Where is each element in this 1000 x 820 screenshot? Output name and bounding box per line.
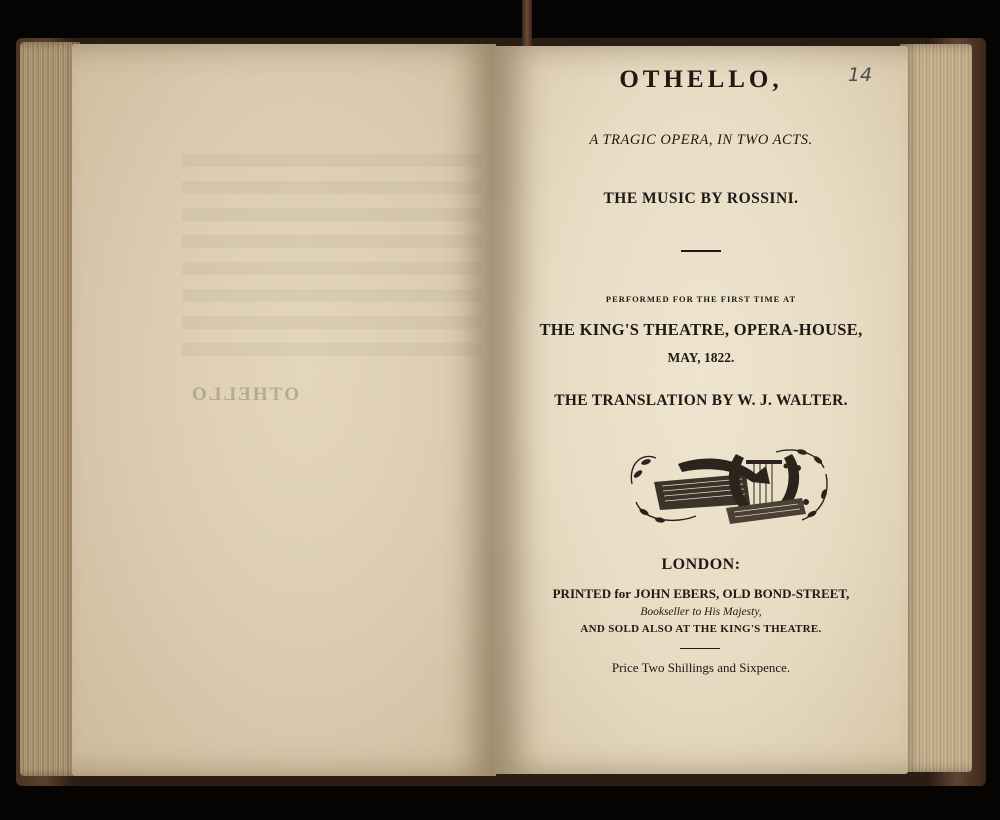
date-line: MAY, 1822. bbox=[667, 350, 735, 365]
bookseller-line: Bookseller to His Majesty, bbox=[640, 606, 762, 618]
divider-rule-bottom bbox=[680, 648, 720, 649]
imprint-city: LONDON: bbox=[661, 556, 741, 573]
performed-line: PERFORMED FOR THE FIRST TIME AT bbox=[605, 294, 797, 304]
left-showthrough-title: OTHELLO bbox=[190, 384, 300, 405]
left-page-edges bbox=[20, 42, 80, 776]
divider-rule bbox=[681, 250, 721, 252]
title-page bbox=[494, 46, 908, 774]
musical-instruments-vignette bbox=[626, 444, 832, 530]
right-page-edges bbox=[900, 44, 972, 772]
translation-credit: THE TRANSLATION BY W. J. WALTER. bbox=[554, 392, 848, 409]
left-showthrough-lines bbox=[182, 154, 482, 370]
theatre-line: THE KING'S THEATRE, OPERA-HOUSE, bbox=[539, 320, 863, 339]
left-page bbox=[72, 44, 496, 776]
bookmark-thread bbox=[522, 0, 532, 46]
page-title: OTHELLO, bbox=[619, 66, 783, 93]
subtitle: A TRAGIC OPERA, IN TWO ACTS. bbox=[589, 132, 813, 148]
sold-also-line: AND SOLD ALSO AT THE KING'S THEATRE. bbox=[580, 623, 822, 635]
printer-line: PRINTED for JOHN EBERS, OLD BOND-STREET, bbox=[552, 586, 850, 601]
price-line: Price Two Shillings and Sixpence. bbox=[611, 660, 791, 675]
handwritten-folio-number: 14 bbox=[847, 64, 873, 86]
music-credit: THE MUSIC BY ROSSINI. bbox=[603, 190, 799, 207]
